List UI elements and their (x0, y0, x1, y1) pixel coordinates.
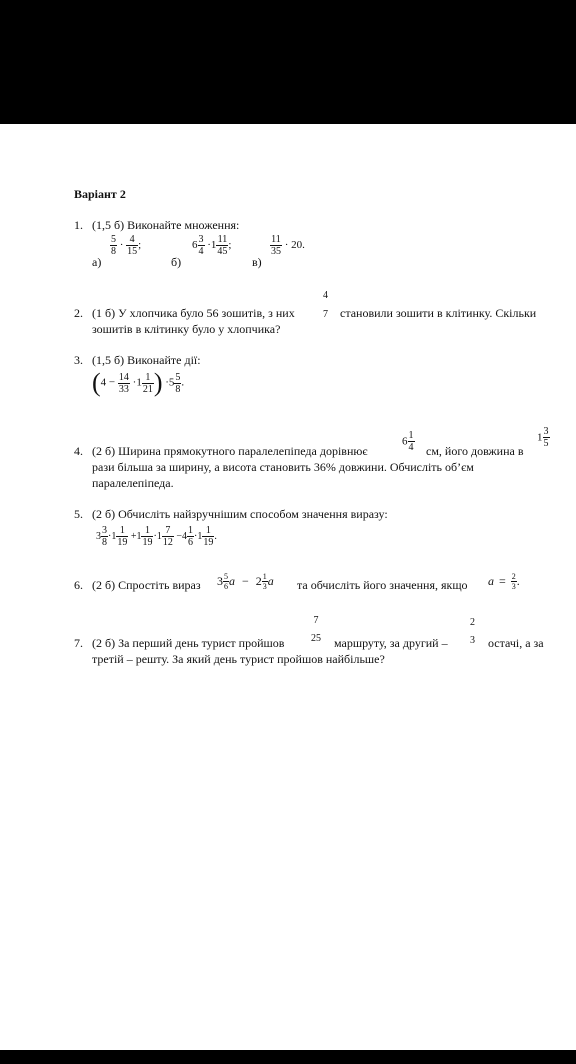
mixed-6-1-4: 6 $\frac{1}{4}$ (402, 430, 414, 453)
task-3: 3. (1,5 б) Виконайте дії: (74, 353, 201, 367)
fraction-2-3: 2 3 (470, 617, 475, 646)
task-5: 5. (2 б) Обчисліть найзручнішим способом значення виразу: (74, 507, 388, 521)
fraction-7-25: 7 25 (311, 615, 321, 644)
task-number: 6. (74, 578, 83, 592)
task-6: 6. (2 б) Спростіть вираз (74, 578, 201, 592)
task-7: 7. (2 б) За перший день турист пройшов (74, 636, 285, 650)
page-title: Варіант 2 (74, 187, 126, 201)
task-number: 7. (74, 636, 83, 650)
expr-5: 3 $\frac{3}{8}$ ·1 $\frac{1}{19}$ +1 $\frac{1}{19}$ ·1 $\frac{7}{12}$ −4 $\frac{1}{6}$ ·1 $\frac{1}{19}$ . (96, 525, 217, 548)
task-1 (74, 218, 239, 232)
label-b: б) (171, 255, 182, 269)
expr-3: (4 − $\frac{14}{33}$ ·1 $\frac{1}{21}$ ) ·5 $\frac{5}{8}$ . (92, 368, 185, 397)
label-a: а) (92, 255, 102, 269)
task-2: 2. (1 б) У хлопчика було 56 зошитів, з них (74, 306, 295, 320)
task-4: 4. (2 б) Ширина прямокутного паралелепіпеда дорівнює (74, 444, 368, 458)
task-text: (1,5 б) Виконайте множення: (92, 218, 240, 232)
expr-1a: $\frac{5}{8}$ · $\frac{4}{15}$ ; (111, 234, 142, 257)
task-number: 4. (74, 444, 83, 458)
task-number: 3. (74, 353, 83, 367)
expr-1c: $\frac{11}{35}$ · 20. (271, 234, 305, 257)
condition-a: a = $\frac{2}{3}$ . (488, 572, 520, 591)
task-number: 1. (74, 218, 83, 232)
label-c: в) (252, 255, 262, 269)
mixed-1-3-5: 1 $\frac{3}{5}$ (537, 426, 549, 449)
fraction-4-7: 4 7 (323, 290, 328, 320)
task-number: 5. (74, 507, 83, 521)
expr-1b: 6 $\frac{3}{4}$ ·1 $\frac{11}{45}$ ; (192, 234, 232, 257)
expr-6: 3 $\frac{5}{6}$ a − 2 $\frac{1}{3}$ a (217, 572, 274, 591)
task-number: 2. (74, 306, 83, 320)
